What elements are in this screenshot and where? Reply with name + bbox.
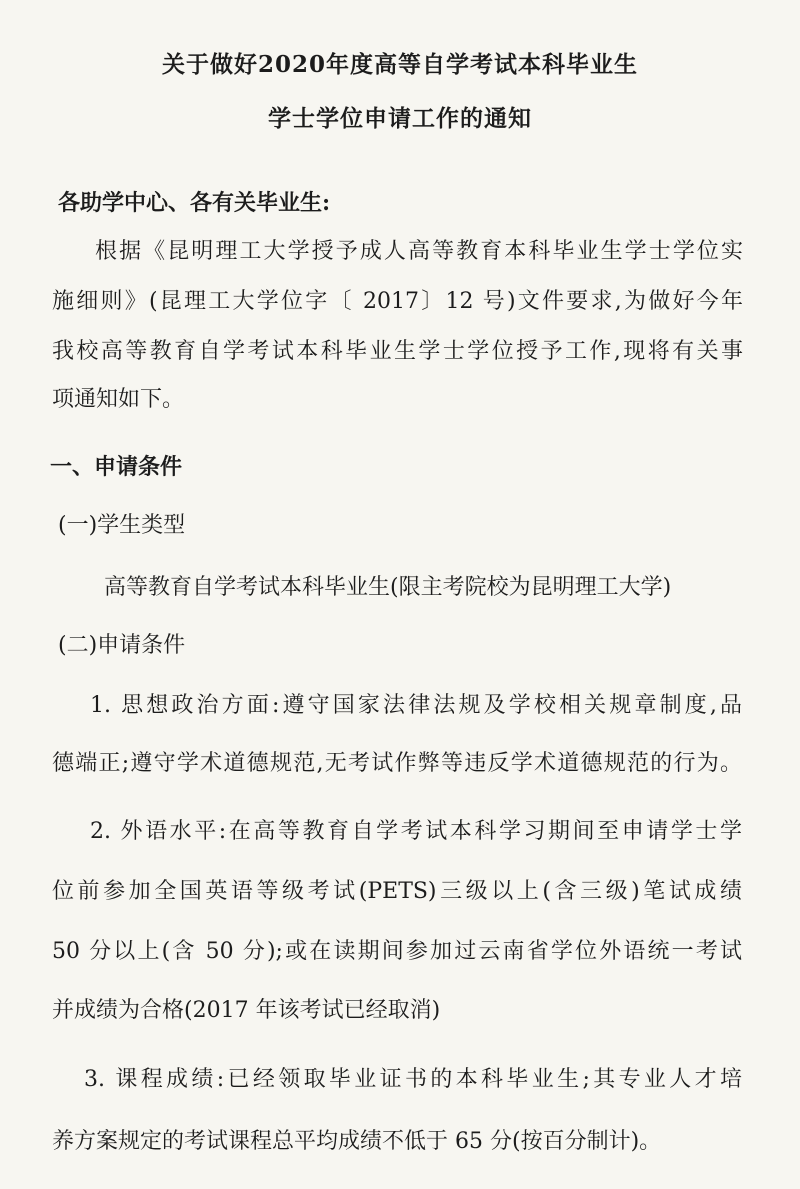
intro-line-2: 施细则》(昆理工大学位字〔 2017〕12 号)文件要求,为做好今年 xyxy=(52,289,743,314)
document-title-line-2: 学士学位申请工作的通知 xyxy=(268,105,532,132)
section-heading-1: 一、申请条件 xyxy=(50,454,183,480)
subsection-1-text: 高等教育自学考试本科毕业生(限主考院校为昆明理工大学) xyxy=(104,575,672,600)
item-1-line-1: 1. 思想政治方面:遵守国家法律法规及学校相关规章制度,品 xyxy=(90,693,742,718)
subsection-heading-2: (二)申请条件 xyxy=(58,633,186,658)
subsection-heading-1: (一)学生类型 xyxy=(58,513,186,538)
item-2-line-3: 50 分以上(含 50 分);或在读期间参加过云南省学位外语统一考试 xyxy=(52,939,742,964)
item-2-line-1: 2. 外语水平:在高等教育自学考试本科学习期间至申请学士学 xyxy=(90,819,742,844)
intro-line-1: 根据《昆明理工大学授予成人高等教育本科毕业生学士学位实 xyxy=(95,239,743,264)
item-3-line-2: 养方案规定的考试课程总平均成绩不低于 65 分(按百分制计)。 xyxy=(52,1129,662,1154)
item-1-line-2: 德端正;遵守学术道德规范,无考试作弊等违反学术道德规范的行为。 xyxy=(52,751,742,776)
item-2-line-2: 位前参加全国英语等级考试(PETS)三级以上(含三级)笔试成绩 xyxy=(52,879,742,904)
intro-line-3: 我校高等教育自学考试本科毕业生学士学位授予工作,现将有关事 xyxy=(52,339,743,364)
salutation: 各助学中心、各有关毕业生: xyxy=(58,190,331,216)
intro-line-4: 项通知如下。 xyxy=(52,387,185,412)
item-3-line-1: 3. 课程成绩:已经领取毕业证书的本科毕业生;其专业人才培 xyxy=(84,1067,742,1092)
document-title-line-1: 关于做好2020年度高等自学考试本科毕业生 xyxy=(161,51,638,78)
item-2-line-4: 并成绩为合格(2017 年该考试已经取消) xyxy=(52,998,441,1023)
